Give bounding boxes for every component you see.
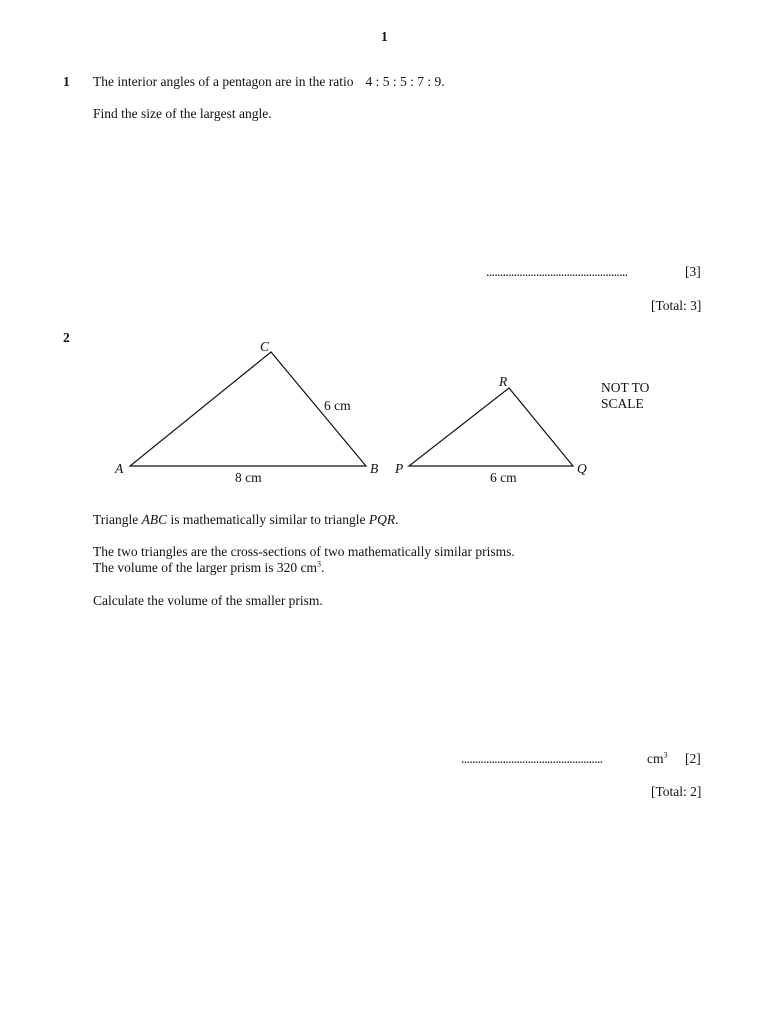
- triangle-abc-name: ABC: [141, 512, 168, 527]
- similarity-text-start: Triangle: [93, 512, 139, 527]
- vertex-q-label: Q: [577, 461, 587, 476]
- side-pq-length: 6 cm: [490, 470, 517, 485]
- question-2-marks: [2]: [685, 751, 701, 766]
- answer-unit-text: cm: [647, 751, 664, 766]
- volume-unit-exponent: 3: [316, 559, 321, 569]
- vertex-b-label: B: [370, 461, 379, 476]
- answer-unit-exponent: 3: [663, 750, 668, 760]
- vertex-r-label: R: [499, 374, 508, 389]
- triangle-pqr: [409, 388, 573, 466]
- vertex-a-label: A: [115, 461, 124, 476]
- question-2-prisms-statement: The two triangles are the cross-sections of two mathematically similar prisms.: [93, 544, 515, 559]
- question-2-instruction: Calculate the volume of the smaller prism.: [93, 593, 323, 608]
- page-number: 1: [381, 29, 388, 44]
- side-bc-length: 6 cm: [324, 398, 351, 413]
- vertex-c-label: C: [260, 339, 270, 354]
- question-1-marks: [3]: [685, 264, 701, 279]
- question-2-number: 2: [63, 330, 70, 345]
- vertex-p-label: P: [395, 461, 404, 476]
- volume-text: The volume of the larger prism is 320 cm: [93, 560, 317, 575]
- question-1-instruction: Find the size of the largest angle.: [93, 106, 272, 121]
- similarity-text-end: .: [395, 512, 399, 527]
- not-to-scale-line-1: NOT TO: [601, 380, 650, 395]
- not-to-scale-line-2: SCALE: [601, 396, 644, 411]
- side-ab-length: 8 cm: [235, 470, 262, 485]
- question-1-prompt: [93, 74, 445, 90]
- question-1-answer-line[interactable]: ...................................................: [486, 264, 628, 279]
- question-2-total: [Total: 2]: [651, 784, 702, 799]
- question-1-total: [Total: 3]: [651, 298, 702, 313]
- question-2-similarity-statement: [93, 512, 398, 528]
- triangle-pqr-name: PQR: [368, 512, 396, 527]
- question-1-ratio: 4 : 5 : 5 : 7 : 9.: [365, 74, 445, 89]
- question-2-answer-unit: [647, 751, 668, 767]
- question-1-number: 1: [63, 74, 70, 89]
- similar-triangles-diagram: [0, 330, 768, 500]
- similarity-text-middle: is mathematically similar to triangle: [170, 512, 366, 527]
- question-2-volume-statement: [93, 560, 324, 576]
- volume-text-end: .: [320, 560, 325, 575]
- question-2-answer-line[interactable]: ...................................................: [461, 751, 603, 766]
- question-1-prompt-text: The interior angles of a pentagon are in the ratio: [93, 74, 354, 89]
